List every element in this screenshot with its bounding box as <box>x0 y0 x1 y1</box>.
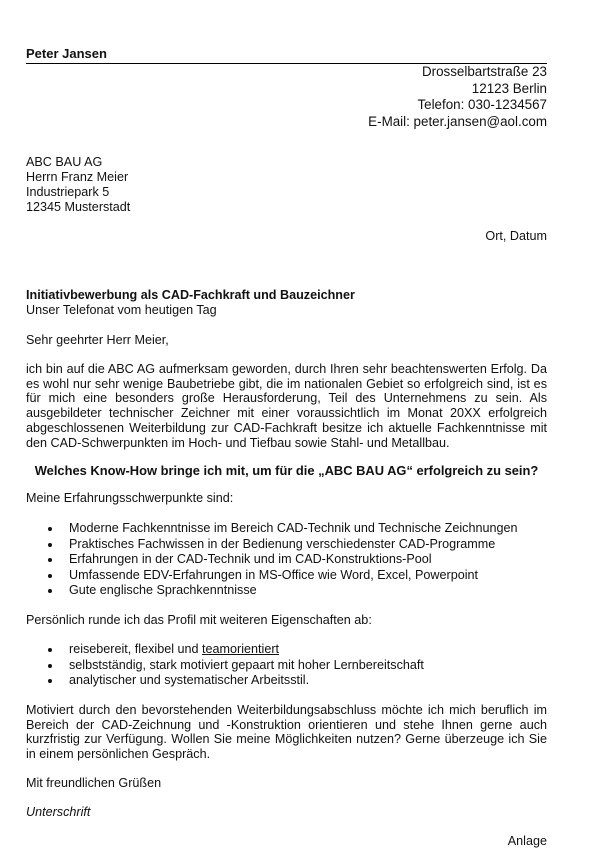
closing: Mit freundlichen Grüßen <box>26 776 162 790</box>
experience-intro: Meine Erfahrungsschwerpunkte sind: <box>26 491 234 505</box>
paragraph-intro: ich bin auf die ABC AG aufmerksam geworden, durch Ihren sehr beachtenswerten Erfolg. Da es wohl nur sehr wenige Baubetriebe gibt, die im nationalen Gebiet so erfolgreich sind, ist es für mich eine besonders große Herausforderung, Teil des Unternehmens zu sein. Als ausgebildeter technischer Zeichner mit einer voraussichtlich im Monat 20XX erfolgreich abgeschlossenen Weiterbildung zur CAD-Fachkraft besitze ich aktuelle Fachkenntnisse mit den CAD-Schwerpunkten im Hoch- und Tiefbau sowie Stahl- und Metallbau. <box>26 362 547 450</box>
sender-city: 12123 Berlin <box>471 80 547 96</box>
recipient-address <box>26 155 130 215</box>
list-item: Gute englische Sprachkenntnisse <box>26 583 518 599</box>
list-item: Umfassende EDV-Erfahrungen in MS-Office wie Word, Excel, Powerpoint <box>26 568 518 584</box>
recipient-street: Industriepark 5 <box>26 185 110 199</box>
sender-name: Peter Jansen <box>26 46 107 61</box>
list-item <box>26 642 424 658</box>
subject-block <box>26 288 355 318</box>
subject-reference: Unser Telefonat vom heutigen Tag <box>26 303 217 317</box>
trait-underlined: teamorientiert <box>202 642 280 656</box>
date-line: Ort, Datum <box>485 229 547 243</box>
traits-list <box>26 642 424 689</box>
recipient-contact: Herrn Franz Meier <box>26 170 129 184</box>
recipient-company: ABC BAU AG <box>26 155 103 169</box>
enclosure: Anlage <box>507 834 547 848</box>
sender-street: Drosselbartstraße 23 <box>421 64 547 79</box>
salutation: Sehr geehrter Herr Meier, <box>26 333 169 347</box>
recipient-city: 12345 Musterstadt <box>26 200 131 214</box>
subject-title: Initiativbewerbung als CAD-Fachkraft und Bauzeichner <box>26 288 355 302</box>
list-item: Erfahrungen in der CAD-Technik und im CAD-Konstruktions-Pool <box>26 552 518 568</box>
list-item: analytischer und systematischer Arbeitsstil. <box>26 673 424 689</box>
paragraph-motivation: Motiviert durch den bevorstehenden Weiterbildungsabschluss möchte ich mich beruflich im Bereich der CAD-Zeichnung und -Konstruktion orientieren und stehe Ihnen gerne auch kurzfristig zur Verfügung. Wollen Sie meine Möglichkeiten nutzen? Gerne überzeuge ich Sie in einem persönlichen Gespräch. <box>26 703 547 762</box>
experience-list <box>26 521 518 599</box>
list-item: Praktisches Fachwissen in der Bedienung verschiedenster CAD-Programme <box>26 537 518 553</box>
signature: Unterschrift <box>26 805 91 819</box>
sender-address <box>368 64 547 130</box>
letter-page <box>26 0 547 850</box>
traits-intro: Persönlich runde ich das Profil mit weiteren Eigenschaften ab: <box>26 613 372 627</box>
list-item: selbstständig, stark motiviert gepaart mit hoher Lernbereitschaft <box>26 658 424 674</box>
list-item: Moderne Fachkenntnisse im Bereich CAD-Technik und Technische Zeichnungen <box>26 521 518 537</box>
trait-text: reisebereit, flexibel und <box>69 642 203 656</box>
sender-phone: Telefon: 030-1234567 <box>417 97 547 112</box>
section-heading: Welches Know-How bringe ich mit, um für die „ABC BAU AG“ erfolgreich zu sein? <box>34 463 539 478</box>
sender-email: E-Mail: peter.jansen@aol.com <box>368 113 547 129</box>
